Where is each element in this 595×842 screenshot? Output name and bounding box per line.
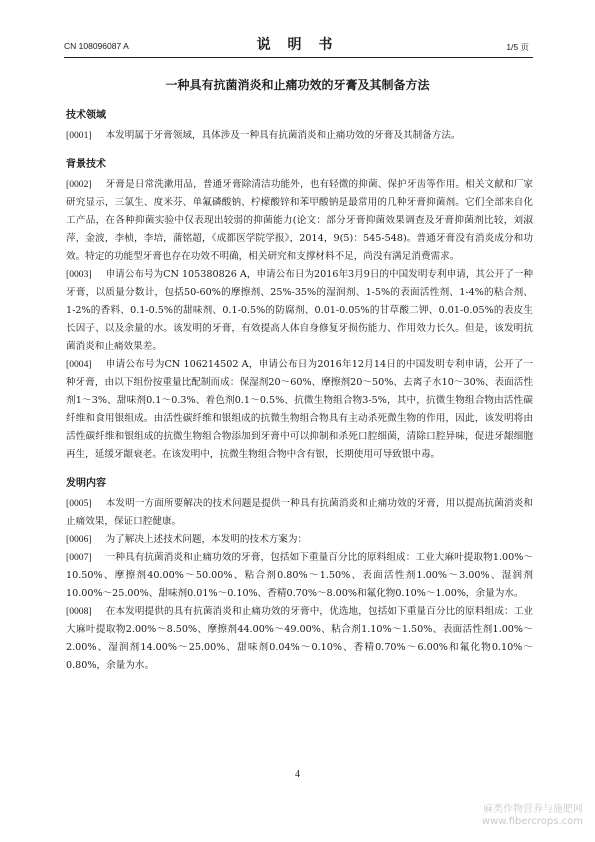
paragraph-number: [0005]: [66, 498, 92, 509]
paragraph-text: 申请公布号为CN 106214502 A，申请公布日为2016年12月14日的中国发明专利申请，公开了一种牙膏，由以下组份按重量比配制而成：保湿剂20～60%、摩擦剂20～50%、去离子水10～30%、表面活性剂1～3%、甜味剂0.1～0.3%、着色剂0.1～0.5%、抗微生物组合物3-5%，其中，抗微生物组合物由活性碳纤维和食用银组成。由活性碳纤维和银组成的抗微生物组合物具有主动杀死微生物的作用，因此，该发明将由活性碳纤维和银组成的抗微生物组合物添加到牙膏中可以抑制和杀死口腔细菌，清除口腔异味，促进牙龈细胞再生，延缓牙龈衰老。在该发明中，抗微生物组合物中含有银，长期使用可导致银中毒。: [66, 359, 533, 460]
paragraph: [66, 266, 533, 356]
header-title: 说 明 书: [256, 37, 339, 53]
document-title: 一种具有抗菌消炎和止痛功效的牙膏及其制备方法: [165, 78, 430, 92]
document-body: [66, 108, 533, 675]
paragraph-text: 牙膏是日常洗漱用品，普通牙膏除清洁功能外，也有轻微的抑菌、保护牙齿等作用。相关文献和厂家研究显示，三氯生、度米芬、单氟磷酸钠、柠檬酸锌和苯甲酸钠是最常用的几种牙膏抑菌剂。它们全部来自化工产品，在各种抑菌实验中仅表现出较弱的抑菌能力(论文：部分牙膏抑菌效果调查及牙膏抑菌剂比较，刘淑萍，金波，李桢，李培，蒲铭超，《成都医学院学报》，2014，9(5)：545-548)。普通牙膏没有消炎成分和功效。特定的功能型牙膏也存在功效不明确，相关研究和支撑材料不足，尚没有满足消费需求。: [66, 179, 533, 262]
section-heading: 技术领域: [66, 110, 106, 121]
paragraph-text: 为了解决上述技术问题，本发明的技术方案为：: [105, 534, 308, 545]
paragraph: [66, 549, 533, 603]
paragraph: [66, 495, 533, 531]
paragraph: [66, 176, 533, 266]
section-heading: 发明内容: [66, 478, 106, 489]
paragraph: [66, 356, 533, 464]
watermark-line: 麻类作物营养与施肥网: [483, 804, 583, 815]
watermark: [482, 804, 583, 828]
paragraph: [66, 603, 533, 675]
header-left-number: CN 108096087 A: [64, 41, 129, 51]
section-heading: 背景技术: [66, 159, 106, 170]
paragraph-number: [0001]: [66, 130, 92, 141]
paragraph-text: 在本发明提供的具有抗菌消炎和止痛功效的牙膏中，优选地，包括如下重量百分比的原料组成：工业大麻叶提取物2.00%～8.50%、摩擦剂44.00%～49.00%、粘合剂1.10%～1.50%、表面活性剂1.00%～2.00%、湿润剂14.00%～25.00%、甜味剂0.04%～0.10%、香精0.70%～6.00%和氟化物0.10%～0.80%，余量为水。: [66, 606, 533, 671]
watermark-url: www.fibercrops.com: [481, 816, 583, 827]
header-rule: [64, 57, 533, 58]
section-summary: [66, 476, 533, 675]
header-page-indicator: 1/5 页: [506, 42, 529, 52]
paragraph-text: 本发明属于牙膏领域，具体涉及一种具有抗菌消炎和止痛功效的牙膏及其制备方法。: [105, 130, 461, 141]
paragraph-number: [0004]: [66, 359, 92, 370]
paragraph: [66, 127, 533, 145]
paragraph-number: [0002]: [66, 179, 92, 190]
paragraph-number: [0006]: [66, 534, 92, 545]
paragraph-number: [0008]: [66, 606, 92, 617]
paragraph-number: [0003]: [66, 269, 92, 280]
paragraph-number: [0007]: [66, 552, 92, 563]
paragraph-text: 本发明一方面所要解决的技术问题是提供一种具有抗菌消炎和止痛功效的牙膏，用以提高抗菌消炎和止痛效果，保证口腔健康。: [66, 498, 533, 527]
section-background: [66, 157, 533, 464]
paragraph-text: 申请公布号为CN 105380826 A，申请公布日为2016年3月9日的中国发明专利申请，其公开了一种牙膏，以质量分数计，包括50-60%的摩擦剂、25%-35%的湿润剂、1-5%的表面活性剂、1-4%的粘合剂、1-2%的香料、0.1-0.5%的甜味剂、0.1-0.5%的防腐剂、0.01-0.05%的甘草酸二钾、0.01-0.05%的表皮生长因子、以及余量的水。该发明的牙膏，有效提高人体自身修复牙损伤能力、作用效力长久。但是，该发明抗菌消炎和止痛效果差。: [66, 269, 533, 352]
page-number: 4: [295, 769, 300, 780]
paragraph: [66, 531, 533, 549]
paragraph-text: 一种具有抗菌消炎和止痛功效的牙膏，包括如下重量百分比的原料组成：工业大麻叶提取物1.00%～10.50%、摩擦剂40.00%～50.00%、粘合剂0.80%～1.50%、表面活性剂1.00%～3.00%、湿润剂10.00%～25.00%、甜味剂0.01%～0.10%、香精0.70%～8.00%和氟化物0.10%～1.00%，余量为水。: [66, 552, 533, 599]
section-technical-field: [66, 108, 533, 145]
